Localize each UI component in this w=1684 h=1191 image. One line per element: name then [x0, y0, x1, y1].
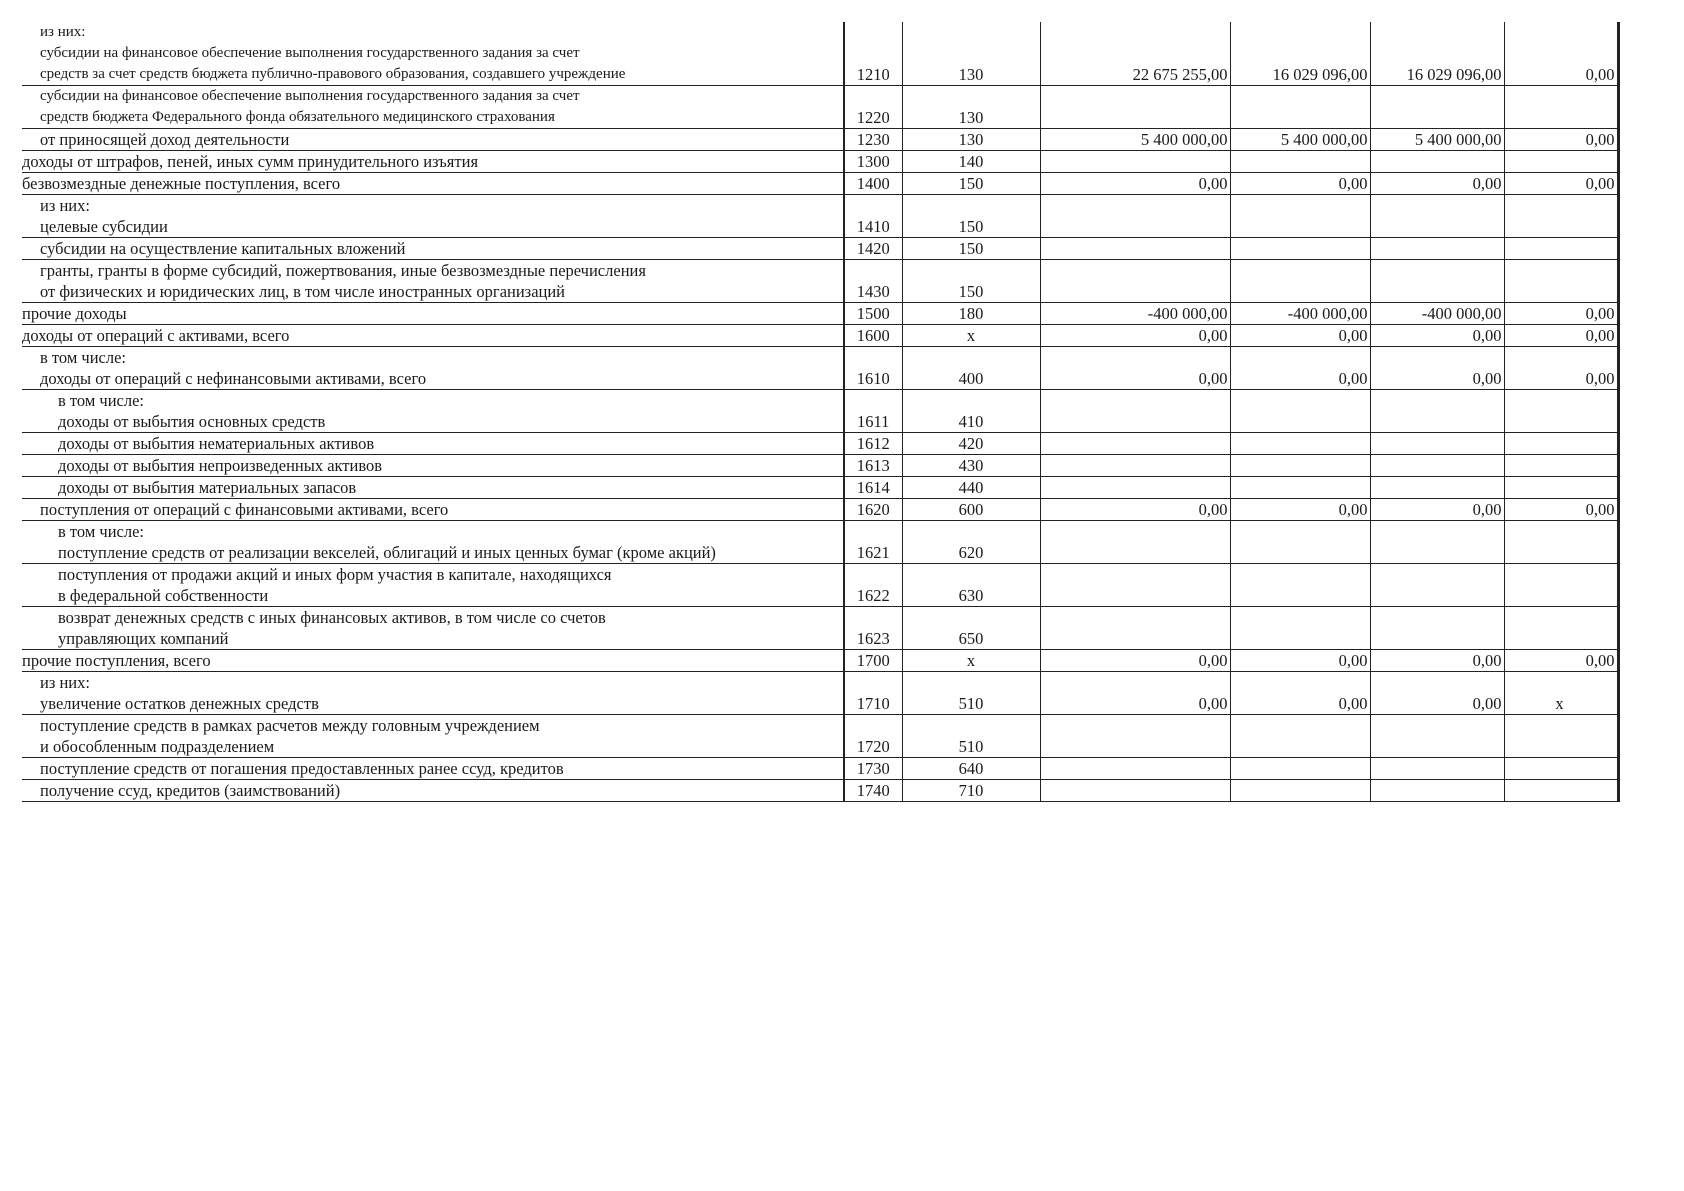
row-kbk-code: 130 — [902, 129, 1040, 151]
table-row — [22, 195, 1618, 238]
row-value-1: 0,00 — [1040, 650, 1230, 672]
row-value-1 — [1040, 195, 1230, 238]
row-value-4 — [1504, 780, 1618, 802]
row-kbk-code: 400 — [902, 347, 1040, 390]
row-value-4 — [1504, 758, 1618, 780]
row-value-3: 0,00 — [1370, 325, 1504, 347]
row-code: 1300 — [844, 151, 902, 173]
row-value-2 — [1230, 607, 1370, 650]
row-value-1: 0,00 — [1040, 672, 1230, 715]
row-name — [22, 672, 844, 715]
row-value-1: 5 400 000,00 — [1040, 129, 1230, 151]
row-name — [22, 433, 844, 455]
row-name — [22, 151, 844, 173]
row-value-4 — [1504, 607, 1618, 650]
row-code: 1600 — [844, 325, 902, 347]
row-kbk-code: 150 — [902, 238, 1040, 260]
row-value-2: -400 000,00 — [1230, 303, 1370, 325]
table-row — [22, 86, 1618, 129]
row-name-line: в том числе: — [58, 391, 145, 410]
table-row — [22, 564, 1618, 607]
row-name-line: управляющих компаний — [58, 629, 229, 648]
row-kbk-code: 630 — [902, 564, 1040, 607]
table-row — [22, 521, 1618, 564]
row-value-2 — [1230, 390, 1370, 433]
row-value-4: 0,00 — [1504, 22, 1618, 86]
row-name-line: в том числе: — [58, 522, 145, 541]
row-name-line: из них: — [40, 673, 90, 692]
row-value-4 — [1504, 455, 1618, 477]
table-row — [22, 260, 1618, 303]
row-value-3 — [1370, 521, 1504, 564]
row-name-line: средств за счет средств бюджета публично-правового образования, создавшего учреждение — [40, 66, 626, 82]
row-value-1: 0,00 — [1040, 173, 1230, 195]
row-code: 1700 — [844, 650, 902, 672]
row-value-2 — [1230, 758, 1370, 780]
table-row — [22, 151, 1618, 173]
row-value-3 — [1370, 151, 1504, 173]
row-name-line: средств бюджета Федерального фонда обязательного медицинского страхования — [40, 109, 555, 125]
row-value-1 — [1040, 433, 1230, 455]
row-name — [22, 715, 844, 758]
row-name-line: прочие доходы — [22, 304, 127, 323]
row-value-3 — [1370, 780, 1504, 802]
row-code: 1500 — [844, 303, 902, 325]
row-value-3 — [1370, 477, 1504, 499]
row-name-line: прочие поступления, всего — [22, 651, 211, 670]
table-row — [22, 129, 1618, 151]
row-code: 1730 — [844, 758, 902, 780]
row-value-4: 0,00 — [1504, 325, 1618, 347]
table-row — [22, 303, 1618, 325]
row-value-3 — [1370, 455, 1504, 477]
row-name-line: доходы от штрафов, пеней, иных сумм принудительного изъятия — [22, 152, 479, 171]
row-value-2: 5 400 000,00 — [1230, 129, 1370, 151]
row-value-4: 0,00 — [1504, 499, 1618, 521]
row-name-line: доходы от выбытия нематериальных активов — [58, 434, 375, 453]
row-code: 1613 — [844, 455, 902, 477]
table-row — [22, 715, 1618, 758]
row-kbk-code: 180 — [902, 303, 1040, 325]
row-value-4: 0,00 — [1504, 347, 1618, 390]
row-value-3 — [1370, 715, 1504, 758]
row-value-4 — [1504, 390, 1618, 433]
row-value-2 — [1230, 86, 1370, 129]
row-code: 1410 — [844, 195, 902, 238]
row-name-line: получение ссуд, кредитов (заимствований) — [40, 781, 341, 800]
row-value-3: 16 029 096,00 — [1370, 22, 1504, 86]
row-name-line: из них: — [40, 196, 90, 215]
row-value-2 — [1230, 477, 1370, 499]
row-value-2: 0,00 — [1230, 325, 1370, 347]
row-value-2 — [1230, 715, 1370, 758]
row-value-3 — [1370, 195, 1504, 238]
row-value-2 — [1230, 433, 1370, 455]
row-code: 1710 — [844, 672, 902, 715]
row-value-1 — [1040, 715, 1230, 758]
row-value-2: 16 029 096,00 — [1230, 22, 1370, 86]
table-row — [22, 672, 1618, 715]
row-kbk-code: 710 — [902, 780, 1040, 802]
row-name-line: доходы от выбытия материальных запасов — [58, 478, 357, 497]
row-value-1: -400 000,00 — [1040, 303, 1230, 325]
row-code: 1612 — [844, 433, 902, 455]
row-kbk-code: 410 — [902, 390, 1040, 433]
row-value-2 — [1230, 151, 1370, 173]
row-value-3 — [1370, 86, 1504, 129]
row-value-2 — [1230, 260, 1370, 303]
row-value-3 — [1370, 260, 1504, 303]
row-name-line: из них: — [40, 24, 86, 40]
row-name-line: возврат денежных средств с иных финансовых активов, в том числе со счетов — [58, 608, 606, 627]
row-code: 1740 — [844, 780, 902, 802]
row-kbk-code: 640 — [902, 758, 1040, 780]
row-value-2 — [1230, 521, 1370, 564]
row-value-3 — [1370, 238, 1504, 260]
row-kbk-code: 140 — [902, 151, 1040, 173]
row-value-3 — [1370, 758, 1504, 780]
row-name-line: поступление средств от погашения предоставленных ранее ссуд, кредитов — [40, 759, 564, 778]
row-kbk-code: x — [902, 325, 1040, 347]
row-value-3: 0,00 — [1370, 347, 1504, 390]
row-kbk-code: 440 — [902, 477, 1040, 499]
row-kbk-code: 600 — [902, 499, 1040, 521]
row-value-3 — [1370, 564, 1504, 607]
row-name-line: доходы от выбытия непроизведенных активов — [58, 456, 383, 475]
row-name — [22, 303, 844, 325]
row-value-1 — [1040, 521, 1230, 564]
row-code: 1621 — [844, 521, 902, 564]
row-value-2: 0,00 — [1230, 650, 1370, 672]
row-code: 1230 — [844, 129, 902, 151]
row-name — [22, 195, 844, 238]
row-name-line: субсидии на осуществление капитальных вложений — [40, 239, 406, 258]
row-code: 1210 — [844, 22, 902, 86]
row-value-4: x — [1504, 672, 1618, 715]
row-name — [22, 129, 844, 151]
row-value-2: 0,00 — [1230, 347, 1370, 390]
row-kbk-code: 620 — [902, 521, 1040, 564]
row-value-4: 0,00 — [1504, 650, 1618, 672]
row-name — [22, 780, 844, 802]
row-value-1 — [1040, 455, 1230, 477]
row-value-3: 0,00 — [1370, 173, 1504, 195]
row-kbk-code: 510 — [902, 672, 1040, 715]
table-row — [22, 22, 1618, 86]
table-row — [22, 325, 1618, 347]
table-row — [22, 390, 1618, 433]
row-value-4: 0,00 — [1504, 129, 1618, 151]
row-code: 1614 — [844, 477, 902, 499]
row-name-line: доходы от выбытия основных средств — [58, 412, 326, 431]
row-value-1 — [1040, 607, 1230, 650]
row-value-2: 0,00 — [1230, 173, 1370, 195]
row-name-line: поступление средств от реализации векселей, облигаций и иных ценных бумаг (кроме акций) — [58, 543, 716, 562]
table-row — [22, 173, 1618, 195]
row-name-line: увеличение остатков денежных средств — [40, 694, 319, 713]
row-value-1 — [1040, 758, 1230, 780]
row-value-4 — [1504, 151, 1618, 173]
row-value-4 — [1504, 86, 1618, 129]
row-name-line: целевые субсидии — [40, 217, 168, 236]
row-code: 1430 — [844, 260, 902, 303]
row-name — [22, 173, 844, 195]
row-value-4 — [1504, 195, 1618, 238]
table-row — [22, 433, 1618, 455]
row-value-2 — [1230, 564, 1370, 607]
table-row — [22, 607, 1618, 650]
table-row — [22, 238, 1618, 260]
table-row — [22, 347, 1618, 390]
row-value-3: -400 000,00 — [1370, 303, 1504, 325]
row-name — [22, 477, 844, 499]
row-name — [22, 455, 844, 477]
row-name — [22, 499, 844, 521]
row-name — [22, 758, 844, 780]
row-value-1 — [1040, 260, 1230, 303]
row-value-1 — [1040, 86, 1230, 129]
row-kbk-code: 420 — [902, 433, 1040, 455]
row-value-1 — [1040, 564, 1230, 607]
row-name-line: от приносящей доход деятельности — [40, 130, 290, 149]
row-name-line: от физических и юридических лиц, в том числе иностранных организаций — [40, 282, 566, 301]
row-value-4 — [1504, 260, 1618, 303]
row-value-2: 0,00 — [1230, 672, 1370, 715]
row-value-1 — [1040, 780, 1230, 802]
row-value-4 — [1504, 433, 1618, 455]
row-name — [22, 521, 844, 564]
row-value-3 — [1370, 607, 1504, 650]
row-value-4 — [1504, 477, 1618, 499]
row-code: 1610 — [844, 347, 902, 390]
row-kbk-code: 650 — [902, 607, 1040, 650]
row-name — [22, 347, 844, 390]
row-name — [22, 260, 844, 303]
row-kbk-code: 150 — [902, 260, 1040, 303]
row-value-2 — [1230, 780, 1370, 802]
table-row — [22, 780, 1618, 802]
row-code: 1620 — [844, 499, 902, 521]
row-name — [22, 390, 844, 433]
row-name — [22, 238, 844, 260]
row-name-line: безвозмездные денежные поступления, всего — [22, 174, 341, 193]
row-value-1 — [1040, 477, 1230, 499]
row-name — [22, 325, 844, 347]
row-value-2 — [1230, 455, 1370, 477]
row-value-4 — [1504, 238, 1618, 260]
row-kbk-code: 510 — [902, 715, 1040, 758]
row-value-4 — [1504, 564, 1618, 607]
row-value-4: 0,00 — [1504, 303, 1618, 325]
row-value-3: 0,00 — [1370, 650, 1504, 672]
row-value-3: 5 400 000,00 — [1370, 129, 1504, 151]
row-value-1: 22 675 255,00 — [1040, 22, 1230, 86]
row-name — [22, 22, 844, 86]
row-kbk-code: 150 — [902, 173, 1040, 195]
row-code: 1623 — [844, 607, 902, 650]
row-name — [22, 564, 844, 607]
row-code: 1400 — [844, 173, 902, 195]
row-name-line: доходы от операций с активами, всего — [22, 326, 290, 345]
row-name-line: субсидии на финансовое обеспечение выполнения государственного задания за счет — [40, 88, 580, 104]
row-code: 1611 — [844, 390, 902, 433]
table-row — [22, 758, 1618, 780]
row-name — [22, 607, 844, 650]
row-value-2 — [1230, 195, 1370, 238]
row-code: 1420 — [844, 238, 902, 260]
row-code: 1622 — [844, 564, 902, 607]
financial-plan-table — [22, 22, 1620, 802]
row-value-3 — [1370, 433, 1504, 455]
table-row — [22, 499, 1618, 521]
row-value-3: 0,00 — [1370, 499, 1504, 521]
row-code: 1220 — [844, 86, 902, 129]
row-name-line: поступление средств в рамках расчетов между головным учреждением — [40, 716, 540, 735]
row-kbk-code: x — [902, 650, 1040, 672]
row-value-1 — [1040, 238, 1230, 260]
row-value-1: 0,00 — [1040, 325, 1230, 347]
row-name — [22, 86, 844, 129]
row-name-line: в том числе: — [40, 348, 127, 367]
row-value-4 — [1504, 521, 1618, 564]
row-value-1 — [1040, 390, 1230, 433]
row-kbk-code: 130 — [902, 86, 1040, 129]
row-name-line: поступления от операций с финансовыми активами, всего — [40, 500, 449, 519]
row-name-line: в федеральной собственности — [58, 586, 269, 605]
table-body — [22, 22, 1618, 802]
table-row — [22, 455, 1618, 477]
table-row — [22, 477, 1618, 499]
row-value-4 — [1504, 715, 1618, 758]
row-name-line: субсидии на финансовое обеспечение выполнения государственного задания за счет — [40, 45, 580, 61]
table-row — [22, 650, 1618, 672]
row-code: 1720 — [844, 715, 902, 758]
row-value-3: 0,00 — [1370, 672, 1504, 715]
row-value-2: 0,00 — [1230, 499, 1370, 521]
row-kbk-code: 130 — [902, 22, 1040, 86]
row-kbk-code: 430 — [902, 455, 1040, 477]
row-name-line: доходы от операций с нефинансовыми активами, всего — [40, 369, 427, 388]
row-value-1 — [1040, 151, 1230, 173]
row-kbk-code: 150 — [902, 195, 1040, 238]
row-value-1: 0,00 — [1040, 499, 1230, 521]
row-value-2 — [1230, 238, 1370, 260]
row-name-line: гранты, гранты в форме субсидий, пожертвования, иные безвозмездные перечисления — [40, 261, 646, 280]
row-name — [22, 650, 844, 672]
row-value-4: 0,00 — [1504, 173, 1618, 195]
row-value-1: 0,00 — [1040, 347, 1230, 390]
row-value-3 — [1370, 390, 1504, 433]
row-name-line: и обособленным подразделением — [40, 737, 275, 756]
row-name-line: поступления от продажи акций и иных форм участия в капитале, находящихся — [58, 565, 612, 584]
